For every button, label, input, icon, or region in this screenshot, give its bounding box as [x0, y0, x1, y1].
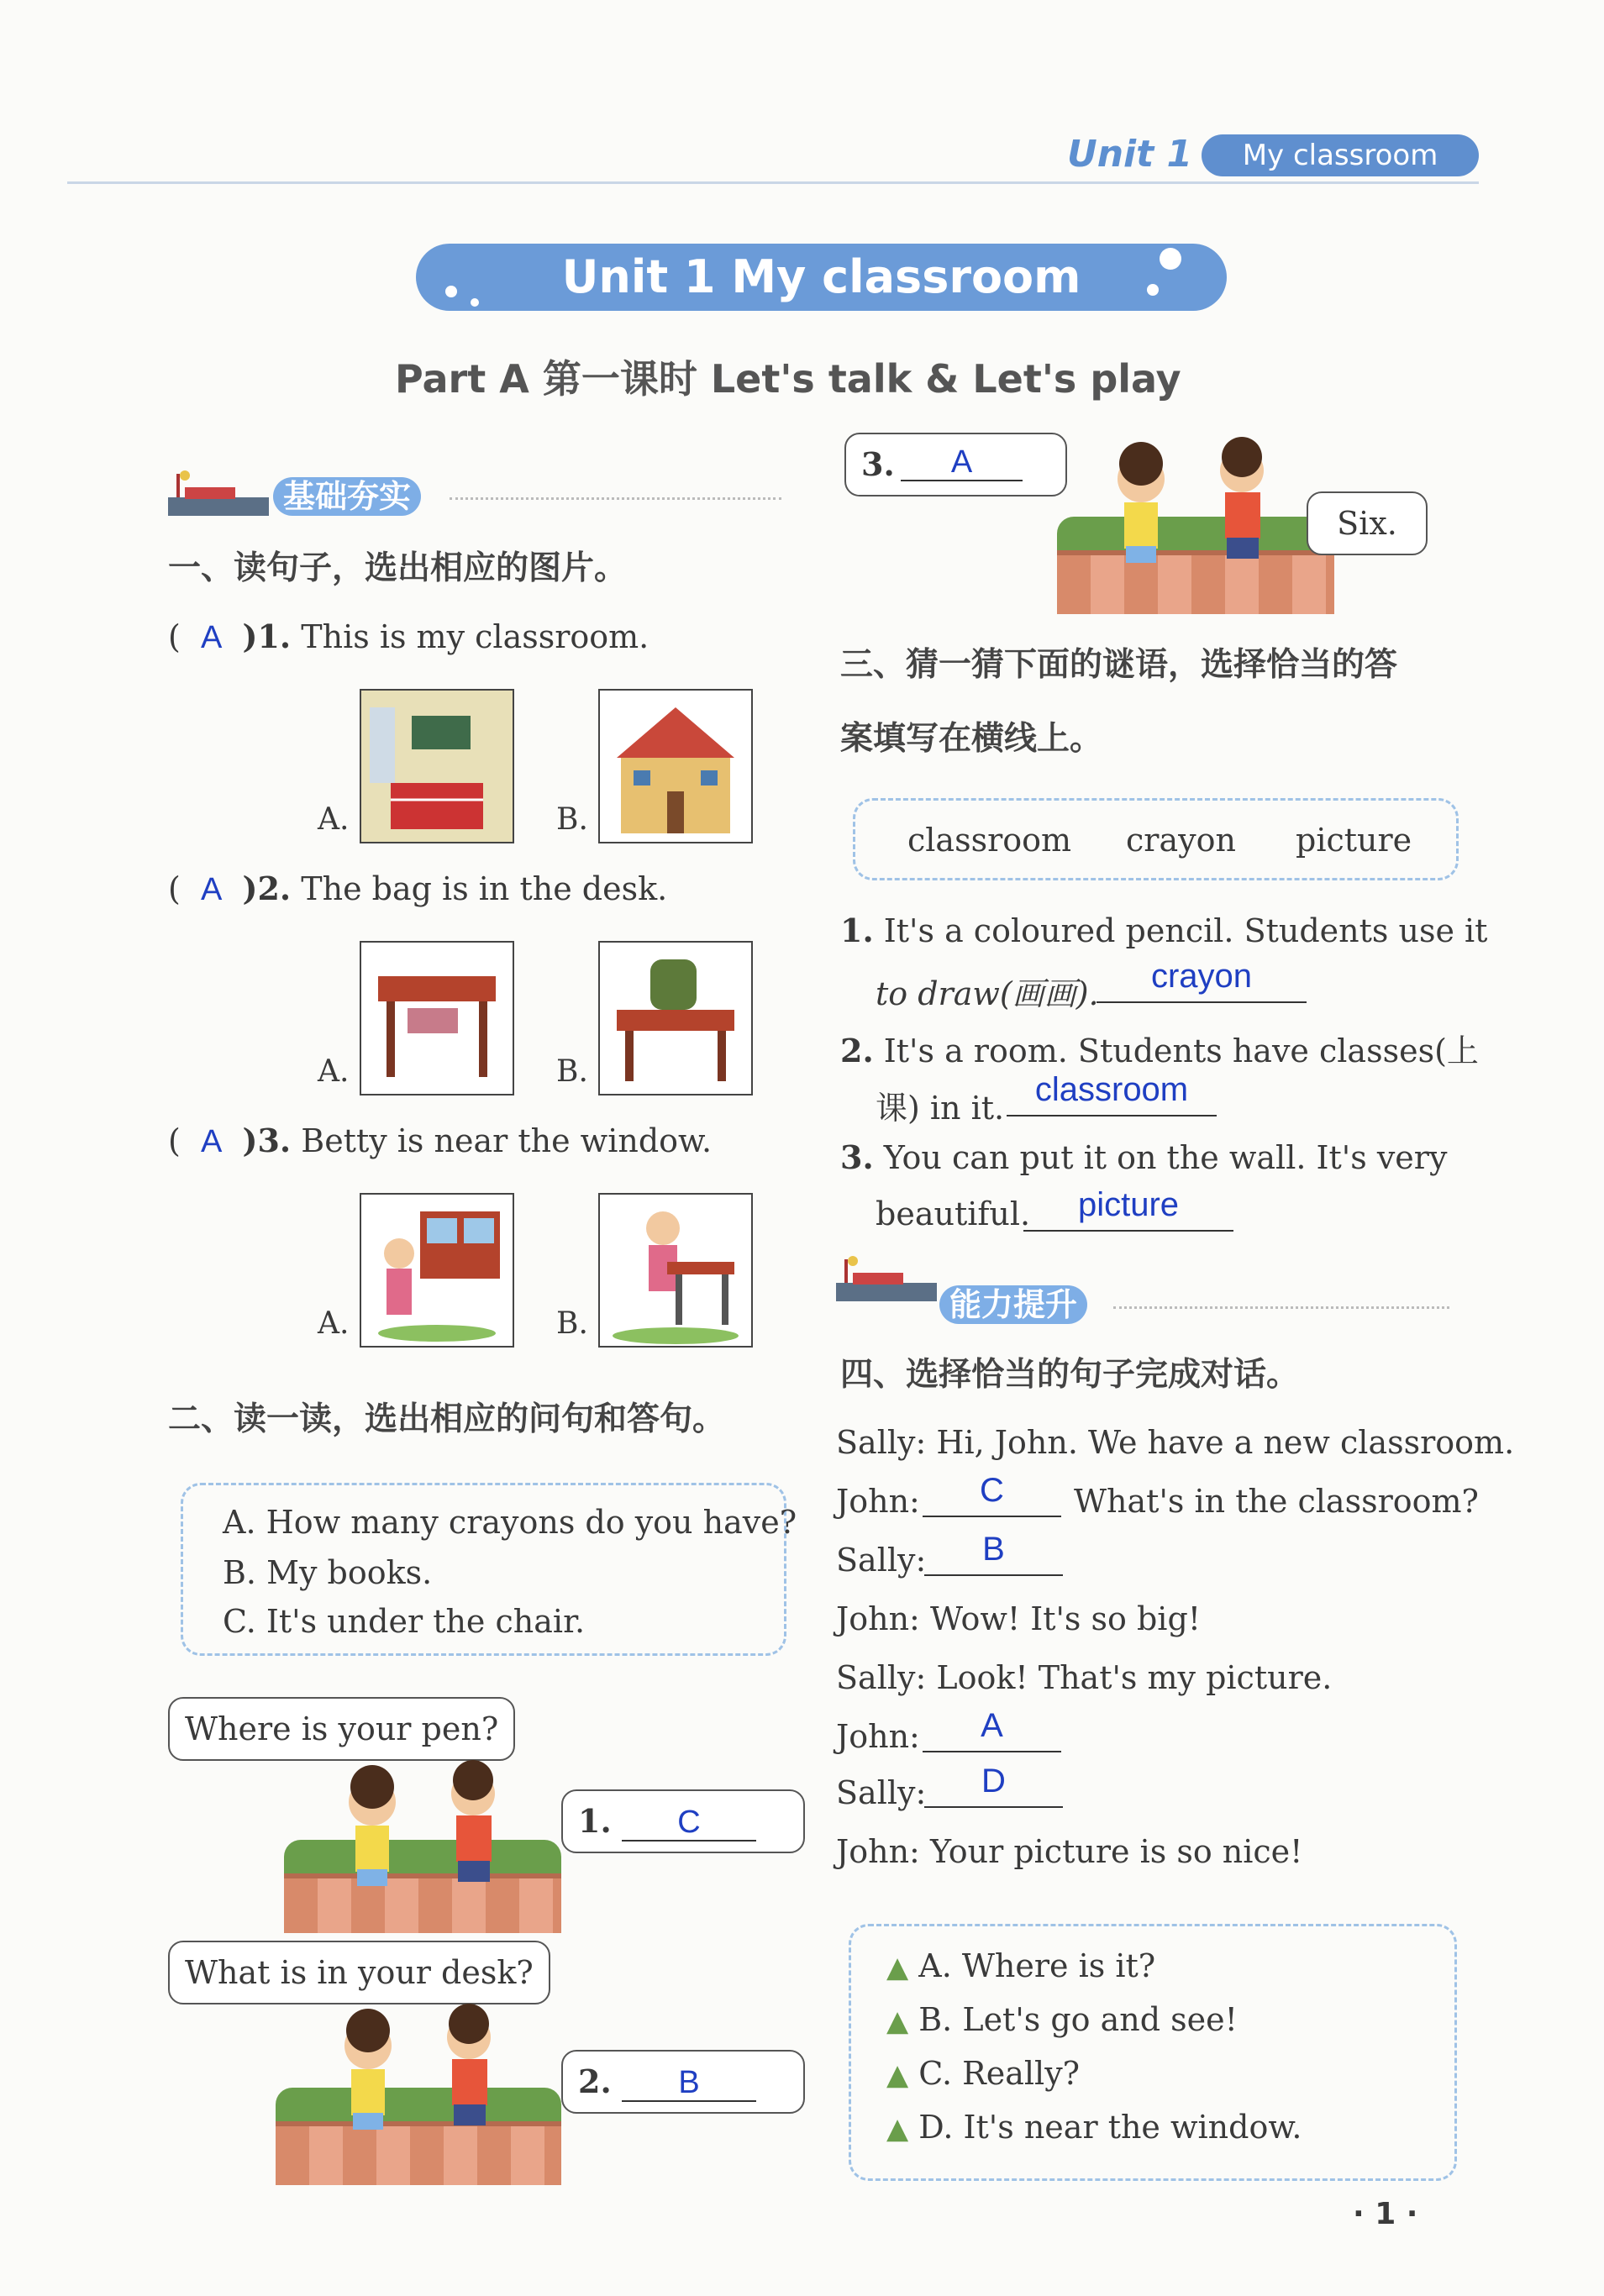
riddle-3-number: 3.	[840, 1138, 874, 1176]
section-dotline	[1113, 1306, 1449, 1309]
option-b-label: B.	[556, 1054, 588, 1089]
dialog-line-6	[836, 1718, 920, 1755]
speech-bubble-question-2: What is in your desk?	[168, 1941, 550, 2004]
answer-box-3	[844, 433, 1067, 497]
tree-icon: ▲	[886, 1951, 909, 1984]
dialog-option-c	[886, 2055, 1080, 2092]
dialog-option-a	[886, 1947, 1155, 1984]
option-a-label: A.	[318, 1054, 350, 1089]
riddle-2-number: 2.	[840, 1032, 874, 1069]
riddle-2-answer: classroom	[1034, 1071, 1189, 1108]
dialog-line-8	[836, 1833, 1302, 1870]
kids-scene-2	[276, 1999, 561, 2180]
riddle-1-line2: to draw(画画).	[876, 975, 1099, 1012]
tree-icon: ▲	[886, 2112, 909, 2146]
dialog-line-7	[836, 1774, 926, 1811]
option-b-label: B.	[556, 1306, 588, 1341]
item-3-number: )3.	[242, 1122, 292, 1159]
item-3-answer: A	[200, 1124, 223, 1159]
riddle-1-line1	[840, 912, 1487, 949]
option-b-label: B.	[556, 802, 588, 837]
riddle-3-blank	[1023, 1186, 1233, 1232]
dialog-line-3	[836, 1542, 926, 1579]
speaker: Sally:	[836, 1424, 927, 1461]
kids-scene-1	[284, 1756, 561, 1928]
bag-on-desk-image	[598, 941, 753, 1095]
header-divider	[67, 181, 1479, 184]
option-a-label: A.	[318, 1306, 350, 1341]
dialog-3-number: 3.	[861, 445, 895, 483]
dialog-answer-2: B	[982, 1531, 1005, 1568]
dialog-option-d	[886, 2109, 1302, 2146]
girl-near-window-image	[360, 1193, 514, 1348]
q2-option-c: C. It's under the chair.	[223, 1603, 586, 1640]
riddle-2-line2: 课) in it.	[876, 1090, 1005, 1127]
q2-option-a: A. How many crayons do you have?	[223, 1504, 797, 1541]
item-2-number: )2.	[242, 870, 292, 907]
section-dotline	[450, 497, 781, 500]
speaker: Sally:	[836, 1659, 927, 1696]
book-lamp-icon	[836, 1256, 945, 1306]
option-text: B. Let's go and see!	[918, 2001, 1238, 2038]
speaker: John:	[836, 1833, 920, 1870]
riddle-2-text: It's a room. Students have classes(上	[883, 1032, 1479, 1069]
dialog-blank-3	[923, 1707, 1061, 1752]
bag-in-desk-image	[360, 941, 514, 1095]
question-4-title: 四、选择恰当的句子完成对话。	[840, 1356, 1300, 1394]
unit-title: Unit 1 My classroom	[561, 250, 1081, 303]
unit-pill: My classroom	[1202, 134, 1479, 176]
option-text: D. It's near the window.	[918, 2109, 1302, 2146]
speaker: John:	[836, 1600, 920, 1637]
dialog-blank-2	[924, 1531, 1063, 1576]
option-a-label: A.	[318, 802, 350, 837]
q2-option-b: B. My books.	[223, 1554, 433, 1591]
answer-box-1	[561, 1789, 805, 1853]
riddle-1-text: It's a coloured pencil. Students use it	[883, 912, 1488, 949]
question-2-title: 二、读一读，选出相应的问句和答句。	[168, 1400, 726, 1438]
girl-at-desk-image	[598, 1193, 753, 1348]
item-2: ( A )2. The bag is in the desk.	[168, 870, 668, 907]
question-3-title-line1: 三、猜一猜下面的谜语，选择恰当的答	[840, 646, 1398, 684]
answer-box-2	[561, 2050, 805, 2114]
riddle-2-line1	[840, 1025, 1479, 1071]
riddle-3-answer: picture	[1077, 1186, 1180, 1223]
dialog-option-b	[886, 2001, 1238, 2038]
item-2-answer: A	[200, 872, 223, 907]
dialog-text: Hi, John. We have a new classroom.	[936, 1424, 1515, 1461]
classroom-image	[360, 689, 514, 843]
riddle-1-number: 1.	[840, 912, 874, 949]
tree-icon: ▲	[886, 2058, 909, 2092]
unit-tag: Unit 1	[1067, 133, 1193, 176]
riddle-3-line1	[840, 1138, 1447, 1176]
word-bank-picture: picture	[1296, 822, 1412, 859]
dialog-1-number: 1.	[578, 1802, 612, 1840]
dialog-line-2	[836, 1483, 920, 1520]
page-number: · 1 ·	[1353, 2197, 1418, 2231]
dialog-text: Wow! It's so big!	[929, 1600, 1202, 1637]
item-3: ( A )3. Betty is near the window.	[168, 1122, 713, 1159]
dialog-2-number: 2.	[578, 2062, 612, 2100]
item-1: ( A )1. This is my classroom.	[168, 617, 649, 655]
speech-bubble-answer-3: Six.	[1307, 491, 1428, 555]
riddle-1-blank	[1097, 958, 1307, 1003]
dialog-line-1	[836, 1424, 1514, 1461]
dialog-answer-3: A	[981, 1707, 1003, 1744]
tree-icon: ▲	[886, 2004, 909, 2038]
riddle-1-answer: crayon	[1150, 958, 1253, 995]
speaker: John:	[836, 1718, 920, 1755]
option-text: C. Really?	[918, 2055, 1081, 2092]
dialog-line-4	[836, 1600, 1201, 1637]
part-title: Part A 第一课时 Let's talk & Let's play	[395, 356, 1181, 402]
dialog-2-answer: B	[678, 2065, 700, 2100]
question-3-title-line2: 案填写在横线上。	[840, 720, 1103, 758]
option-text: A. Where is it?	[918, 1947, 1156, 1984]
item-1-text: This is my classroom.	[301, 618, 649, 655]
school-building-image	[598, 689, 753, 843]
dialog-3-answer: A	[950, 444, 973, 480]
riddle-3-text: You can put it on the wall. It's very	[883, 1139, 1448, 1176]
item-1-number: )1.	[242, 617, 292, 655]
speaker: John:	[836, 1483, 920, 1520]
dialog-1-answer: C	[677, 1805, 701, 1840]
speech-bubble-question-1: Where is your pen?	[168, 1697, 515, 1761]
dialog-answer-1: C	[980, 1472, 1004, 1509]
dialog-blank-1	[923, 1472, 1061, 1517]
word-bank-classroom: classroom	[907, 822, 1072, 859]
kids-scene-3	[1057, 437, 1334, 609]
word-bank-crayon: crayon	[1126, 822, 1236, 859]
speaker: Sally:	[836, 1542, 927, 1579]
dialog-line-5	[836, 1659, 1332, 1696]
speaker: Sally:	[836, 1774, 927, 1811]
riddle-3-line2: beautiful.	[876, 1195, 1031, 1232]
item-1-answer: A	[200, 620, 223, 655]
section-badge-advanced: 能力提升	[939, 1285, 1087, 1324]
riddle-2-blank	[1007, 1071, 1217, 1116]
dialog-blank-4	[924, 1763, 1063, 1808]
dialog-text: Your picture is so nice!	[929, 1833, 1303, 1870]
item-3-text: Betty is near the window.	[301, 1122, 713, 1159]
dialog-text: Look! That's my picture.	[936, 1659, 1333, 1696]
dialog-answer-4: D	[981, 1763, 1006, 1799]
dialog-text: What's in the classroom?	[1074, 1483, 1479, 1520]
item-2-text: The bag is in the desk.	[301, 870, 668, 907]
section-badge-basics: 基础夯实	[273, 477, 421, 516]
question-1-title: 一、读句子，选出相应的图片。	[168, 549, 628, 587]
book-lamp-icon	[168, 470, 277, 521]
